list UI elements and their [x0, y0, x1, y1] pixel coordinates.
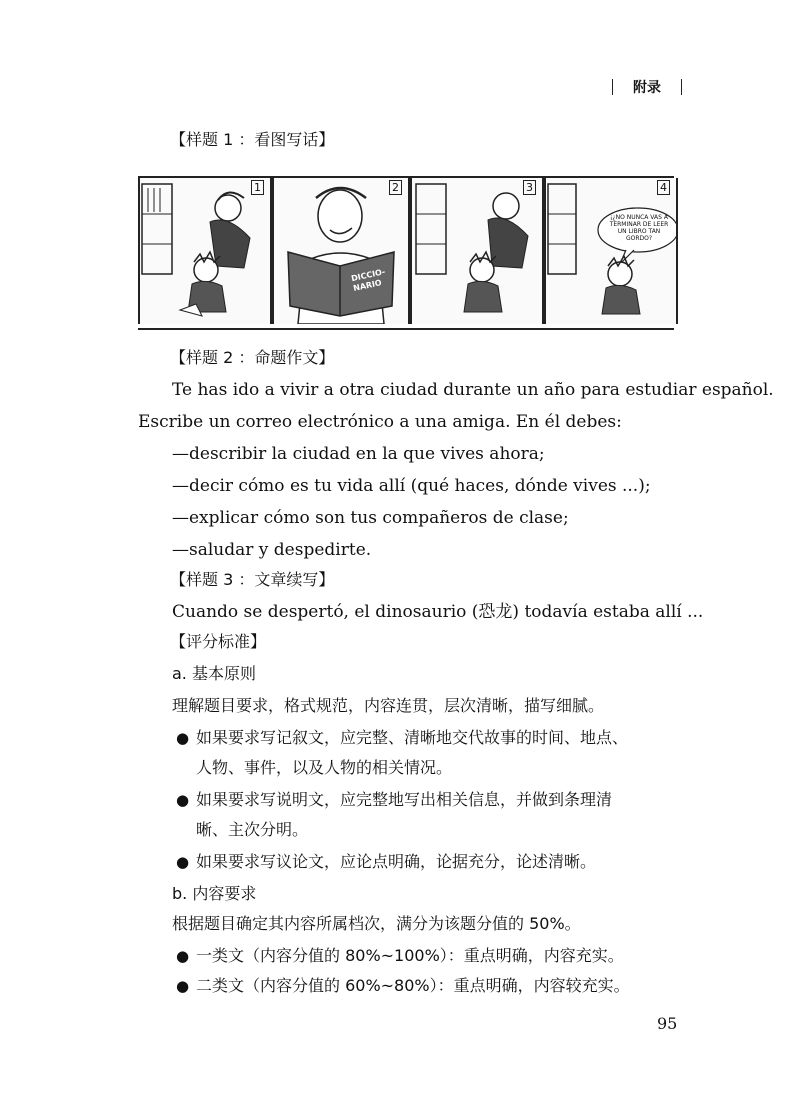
- comic-panel-2-drawing: [274, 178, 408, 324]
- panel-number-3: 3: [523, 180, 536, 195]
- bullet-dot: ●: [176, 977, 190, 995]
- comic-panel-3-drawing: [412, 178, 542, 324]
- criteria-heading: 【评分标准】: [170, 632, 267, 651]
- criteria-b-bullet: 二类文（内容分值的 60%~80%）：重点明确，内容较充实。: [196, 976, 630, 995]
- criteria-a-bullet-line: 如果要求写议论文，应论点明确，论据充分，论述清晰。: [196, 852, 597, 871]
- criteria-a-title: a. 基本原则: [172, 664, 256, 683]
- bullet-dot: ●: [176, 729, 190, 747]
- criteria-a-bullet-line: 晰、主次分明。: [196, 820, 309, 839]
- criteria-a-bullet-line: 如果要求写说明文，应完整地写出相关信息，并做到条理清: [196, 790, 613, 809]
- comic-panel-4: [544, 178, 678, 324]
- bullet-dot: ●: [176, 853, 190, 871]
- panel-number-4: 4: [657, 180, 670, 195]
- criteria-a-bullet-line: 如果要求写记叙文，应完整、清晰地交代故事的时间、地点、: [196, 728, 629, 747]
- criteria-a-bullet-line: 人物、事件，以及人物的相关情况。: [196, 758, 453, 777]
- bullet-dot: ●: [176, 791, 190, 809]
- bullet-dot: ●: [176, 947, 190, 965]
- criteria-a-text: 理解题目要求，格式规范，内容连贯，层次清晰，描写细腻。: [172, 696, 605, 715]
- sample2-heading: 【样题 2 ：命题作文】: [170, 348, 335, 367]
- page-number: 95: [657, 1014, 678, 1033]
- sample1-heading: 【样题 1 ：看图写话】: [170, 130, 335, 149]
- panel-number-1: 1: [251, 180, 264, 195]
- header-right-rule: [681, 79, 682, 95]
- speech-bubble-text: ¡¿NO NUNCA VAS A TERMINAR DE LEER UN LIBRO TAN GORDO?: [609, 214, 669, 242]
- sample2-item: —describir la ciudad en la que vives ahora;: [172, 444, 545, 464]
- criteria-b-title: b. 内容要求: [172, 884, 257, 903]
- comic-panel-3: [410, 178, 544, 324]
- comic-strip: [138, 176, 674, 330]
- sample3-text: Cuando se despertó, el dinosaurio (恐龙) todavía estaba allí ...: [172, 602, 704, 622]
- comic-panel-1-drawing: [140, 178, 270, 324]
- criteria-b-text: 根据题目确定其内容所属档次，满分为该题分值的 50%。: [172, 914, 581, 933]
- panel-number-2: 2: [389, 180, 402, 195]
- comic-panel-4-drawing: [546, 178, 676, 324]
- criteria-b-bullet: 一类文（内容分值的 80%~100%）：重点明确，内容充实。: [196, 946, 624, 965]
- sample3-heading: 【样题 3 ：文章续写】: [170, 570, 335, 589]
- sample2-paragraph-1: Te has ido a vivir a otra ciudad durante un año para estudiar español.: [172, 380, 774, 400]
- header-title: 附录: [633, 80, 661, 96]
- sample2-item: —decir cómo es tu vida allí (qué haces, dónde vives ...);: [172, 476, 651, 496]
- sample2-item: —explicar cómo son tus compañeros de clase;: [172, 508, 569, 528]
- sample2-paragraph-2: Escribe un correo electrónico a una amiga. En él debes:: [138, 412, 622, 432]
- running-header: [612, 76, 682, 98]
- comic-panel-1: [138, 178, 272, 324]
- comic-panel-2: [272, 178, 410, 324]
- dictionary-label: DICCIO-NARIO: [350, 267, 387, 293]
- sample2-item: —saludar y despedirte.: [172, 540, 372, 560]
- header-left-rule: [612, 79, 613, 95]
